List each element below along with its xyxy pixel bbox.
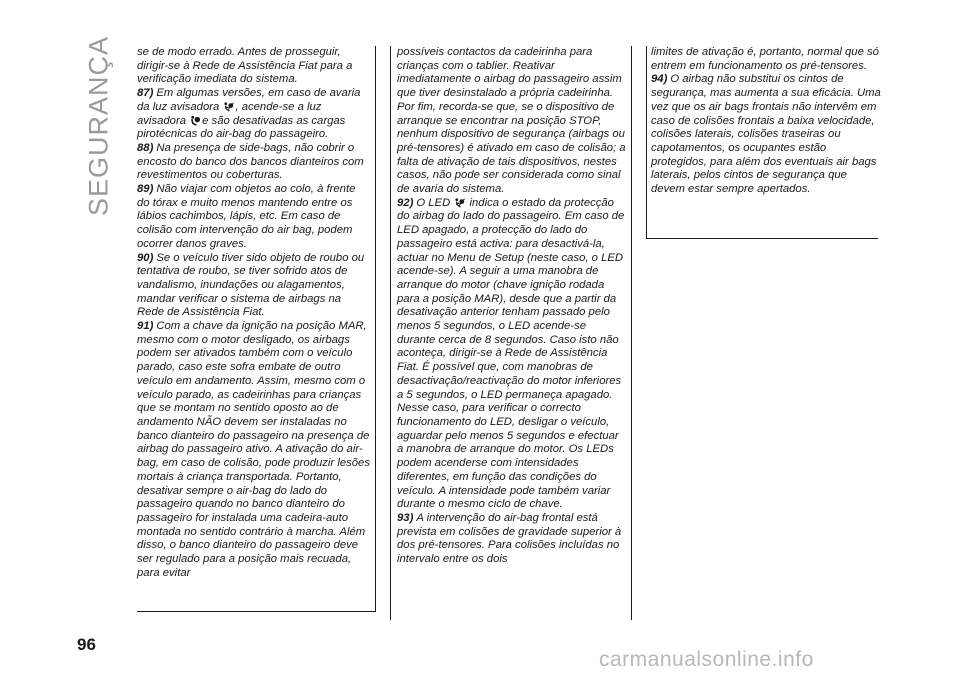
- paragraph: se de modo errado. Antes de prosseguir, dirigir-se à Rede de Assistência Fiat para a verificação imediata do sistema.: [137, 46, 353, 86]
- note-number: 89): [137, 183, 154, 196]
- paragraph: limites de ativação é, portanto, normal que só entrem em funcionamento os pré-tensores.: [651, 46, 879, 72]
- column-2-right-rule: [631, 46, 632, 620]
- note-89: 89) Não viajar com objetos ao colo, à frente do tórax e muito menos mantendo entre os lábios cachimbos, lápis, etc. Em caso de colisão com intervenção do air bag, podem ocorrer danos graves.: [137, 183, 356, 250]
- note-number: 92): [397, 196, 414, 209]
- note-91: 91) Com a chave da ignição na posição MAR, mesmo com o motor desligado, os airbags podem ser ativados também com o veículo parado, caso este sofra embate de outro veículo em andamento. Assim, mesmo com o veículo parado, as cadeirinhas para crianças que se montam no sentido oposto ao de andamento NÃO devem ser instaladas no banco dianteiro do passageiro na presença de airbag do passageiro ativo. A ativação do air-bag, em caso de colisão, pode produzir lesões mortais à criança transportada. Portanto, desativar sempre o air-bag do lado do passageiro quando no banco dianteiro do passageiro for instalada uma cadeira-auto montada no sentido contrário à marcha. Além disso, o banco dianteiro do passageiro deve ser regulado para a posição mais recuada, para evitar: [137, 320, 370, 579]
- note-87: 87) Em algumas versões, em caso de avaria da luz avisadora , acende-se a luz avisadora e são desativadas as cargas pirotécnicas do air-bag do passageiro.: [137, 87, 361, 141]
- text-column-1: [137, 46, 371, 580]
- page-number: 96: [77, 635, 96, 654]
- column-3-left-rule: [646, 46, 647, 238]
- note-number: 87): [137, 87, 154, 100]
- airbag-warning-icon: [190, 115, 201, 126]
- note-90: 90) Se o veículo tiver sido objeto de roubo ou tentativa de roubo, se tiver sofrido atos de vandalismo, inundações ou alagamentos, mandar verificar o sistema de airbags na Rede de Assistência Fiat.: [137, 251, 365, 319]
- note-number: 94): [651, 73, 668, 86]
- note-88: 88) Na presença de side-bags, não cobrir o encosto do banco dos bancos dianteiros com revestimentos ou coberturas.: [137, 141, 364, 182]
- watermark: carmanualsonline.info: [599, 648, 814, 671]
- column-1-right-rule: [375, 46, 376, 612]
- paragraph: possíveis contactos da cadeirinha para crianças com o tablier. Reativar imediatamente o airbag do passageiro assim que tiver desinstalado a própria cadeirinha. Por fim, recorda-se que, se o dispositivo de arranque se encontrar na posição STOP, nenhum dispositivo de segurança (airbags ou pré-tensores) é ativado em caso de colisão; a falta de ativação de tais dispositivos, nestes casos, não pode ser considerada como sinal de avaria do sistema.: [397, 46, 626, 196]
- note-number: 88): [137, 141, 154, 154]
- column-1-bottom-rule: [137, 611, 375, 612]
- note-94: 94) O airbag não substitui os cintos de segurança, mas aumenta a sua eficácia. Uma vez que os air bags frontais não intervêm em caso de colisões frontais a baixa velocidade, colisões laterais, colisões traseiras ou capotamentos, os ocupantes estão protegidos, para além dos eventuais air bags laterais, pelos cintos de segurança que devem estar sempre apertados.: [651, 73, 881, 196]
- note-92: 92) O LED indica o estado da protecção do airbag do lado do passageiro. Em caso de LED apagado, a protecção do lado do passageiro está activa: para desactivá-la, actuar no Menu de Setup (neste caso, o LED acende-se). A seguir a uma manobra de arranque do motor (chave ignição rodada para a posição MAR), desde que a partir da desativação anterior tenham passado pelo menos 5 segundos, o LED acende-se durante cerca de 8 segundos. Caso isto não aconteça, dirigir-se à Rede de Assistência Fiat. É possível que, com manobras de desactivação/reactivação do motor inferiores a 5 segundos, o LED permaneça apagado. Nesse caso, para verificar o correcto funcionamento do LED, desligar o veículo, aguardar pelo menos 5 segundos e efectuar a manobra de arranque do motor. Os LEDs podem acenderse com intensidades diferentes, em função das condições do veículo. A intensidade pode também variar durante o mesmo ciclo de chave.: [397, 196, 625, 511]
- airbag-deactivated-icon: [223, 101, 234, 112]
- column-2-left-rule: [390, 46, 391, 620]
- section-title: SEGURANÇA: [83, 35, 114, 217]
- text-column-2: [397, 46, 627, 567]
- note-number: 93): [397, 511, 414, 524]
- text-column-3: [651, 46, 881, 197]
- note-number: 91): [137, 320, 154, 333]
- column-3-bottom-rule: [646, 238, 878, 239]
- note-number: 90): [137, 251, 154, 264]
- note-93: 93) A intervenção do air-bag frontal está prevista em colisões de gravidade superior à dos pré-tensores. Para colisões incluídas no intervalo entre os dois: [397, 511, 622, 566]
- airbag-deactivated-icon: [454, 197, 465, 208]
